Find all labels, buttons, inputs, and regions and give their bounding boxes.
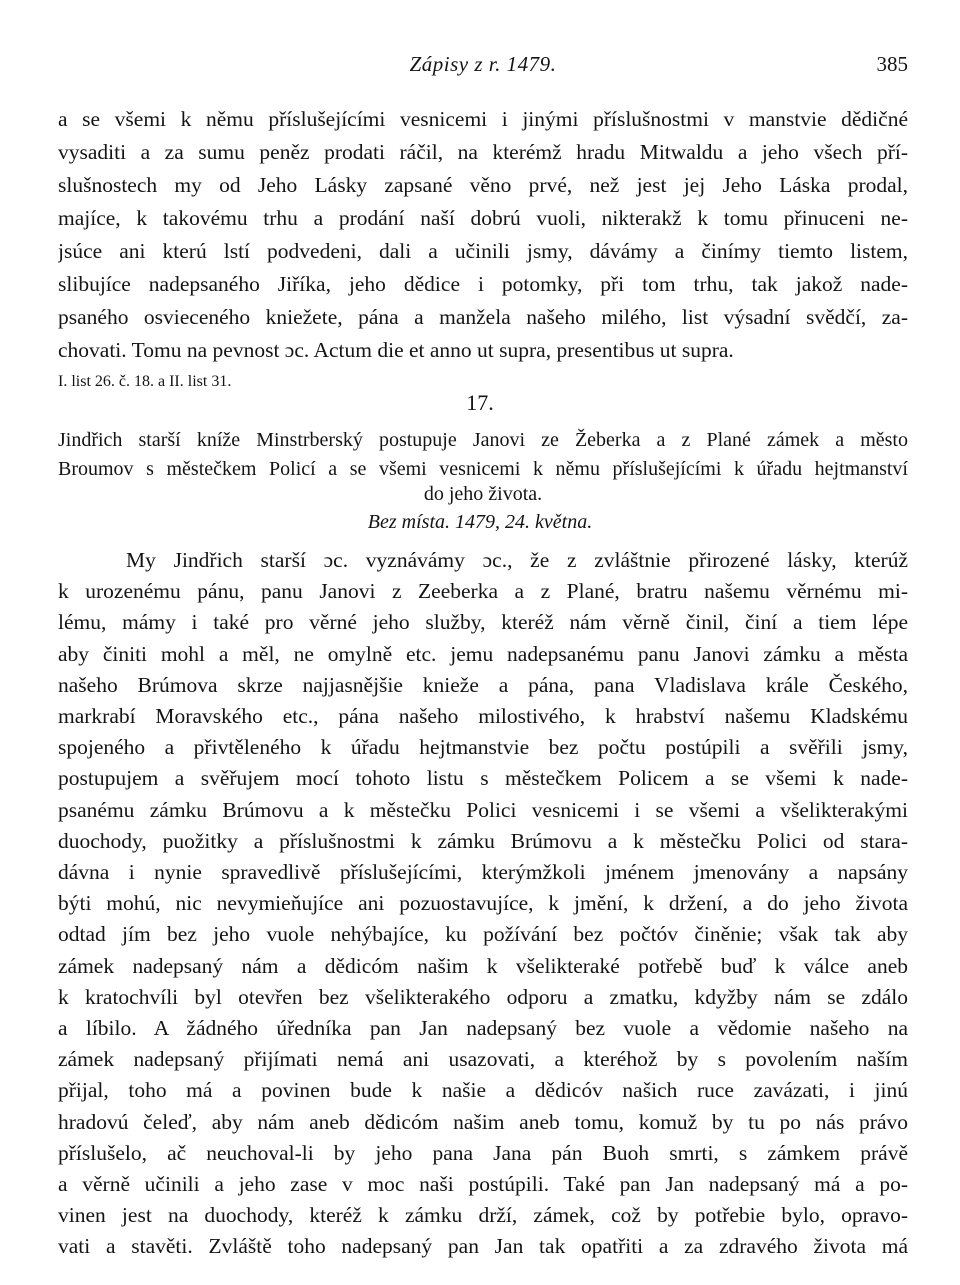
- text-line: chovati. Tomu na pevnost ɔc. Actum die et anno ut supra, presentibus ut supra.: [58, 338, 734, 362]
- body-line: k kratochvíli byl otevřen bez všelikterakého odporu a zmatku, kdyžby nám se zdálo: [58, 984, 908, 1009]
- text-line: a se všemi k němu příslušejícími vesnicemi i jinými příslušnostmi v manstvie dědičné: [58, 107, 908, 131]
- body-line: markrabí Moravského etc., pána našeho milostivého, k hrabství našemu Kladskému: [58, 704, 908, 728]
- text-line: jsúce ani kterú lstí podvedeni, dali a učinili jsmy, dávámy a činímy tiemto listem,: [58, 239, 908, 263]
- body-line: hradovú čeleď, aby nám aneb dědicóm našim aneb tomu, komuž by tu po nás právo: [58, 1109, 908, 1134]
- body-line: vati a stavěti. Zvláště toho nadepsaný pan Jan tak opatřiti a za zdravého života má: [58, 1234, 908, 1259]
- body-line: lému, mámy i také pro věrné jeho služby, kteréž nám věrně činil, činí a tiem lépe: [58, 610, 908, 635]
- body-line: My Jindřich starší ɔc. vyznávámy ɔc., že z zvláštnie přirozené lásky, kterúž: [126, 548, 908, 572]
- body-line: duochody, puožitky a příslušnostmi k zámku Brúmovu a k městečku Polici od stara-: [58, 828, 908, 853]
- page-header: [58, 52, 908, 80]
- text-line: slibujíce nadepsaného Jiříka, jeho dědice i potomky, při tom trhu, tak jakož nade-: [58, 272, 908, 296]
- body-line: zámek nadepsaný nám a dědicóm našim k všelikteraké potřebě buď k válce aneb: [58, 953, 908, 978]
- text-line: psaného osvieceného kniežete, pána a manžela našeho milého, list výsadní svědčí, za-: [58, 305, 908, 329]
- running-title: Zápisy z r. 1479.: [409, 52, 557, 76]
- body-line: psanému zámku Brúmovu a k městečku Polici vesnicemi i se všemi a všelikterakými: [58, 797, 908, 822]
- body-line: postupujem a svěřujem mocí tohoto listu s městečkem Policem a se všemi k nade-: [58, 766, 908, 791]
- page-number: 385: [876, 52, 908, 76]
- body-line: vinen jest na duochody, kteréž k zámku drží, zámek, což by potřebie bylo, opravo-: [58, 1203, 908, 1228]
- body-line: býti mohú, nic nevymieňujíce ani pozuostavujíce, k jmění, k držení, a do jeho života: [58, 891, 908, 916]
- text-line: slušnostech my od Jeho Lásky zapsané věno prvé, než jest jej Jeho Láska prodal,: [58, 173, 908, 197]
- body-line: k urozenému pánu, panu Janovi z Zeeberka a z Plané, bratru našemu věrnému mi-: [58, 579, 908, 604]
- text-line: majíce, k takovému trhu a prodání naší dobrú vuoli, nikterakž k tomu přinuceni ne-: [58, 206, 908, 230]
- body-line: spojeného a přivtěleného k úřadu hejtmanstvie bez počtu postúpili a svěřili jsmy,: [58, 735, 908, 760]
- body-line: dávna i nynie spravedlivě příslušejícími, kterýmžkoli jménem jmenovány a napsány: [58, 860, 908, 884]
- body-line: a věrně učinili a jeho zase v moc naši postúpili. Také pan Jan nadepsaný má a po-: [58, 1172, 908, 1196]
- body-line: našeho Brúmova skrze najjasnějšie knieže a pána, pana Vladislava krále Českého,: [58, 672, 908, 697]
- document-date: Bez místa. 1479, 24. května.: [367, 511, 593, 533]
- body-line: odtad jím bez jeho vuole nehýbajíce, ku požívání bez počtóv činěnie; však tak aby: [58, 922, 908, 947]
- body-line: přijal, toho má a povinen bude k našie a dědicóv našich ruce zavázati, i jinú: [58, 1078, 908, 1103]
- text-line: vysaditi a za sumu peněz prodati ráčil, na kterémž hradu Mitwaldu a jeho všech pří-: [58, 140, 908, 164]
- body-line: příslušelo, ač neuchoval-li by jeho pana Jana pán Buoh smrti, s zámkem právě: [58, 1140, 908, 1165]
- source-reference: I. list 26. č. 18. a II. list 31.: [58, 373, 232, 390]
- body-line: zámek nadepsaný přijímati nemá ani usazovati, a kteréhož by s povolením naším: [58, 1047, 908, 1072]
- document-number: 17.: [466, 390, 494, 415]
- body-line: aby činiti mohl a měl, ne omylně etc. jemu nadepsanému panu Janovi zámku a města: [58, 641, 908, 666]
- body-line: a líbilo. A žádného úředníka pan Jan nadepsaný bez vuole a vědomie našeho na: [58, 1016, 908, 1040]
- regest-line: do jeho života.: [423, 483, 543, 505]
- regest-line: Jindřich starší kníže Minstrberský postupuje Janovi ze Žeberka a z Plané zámek a město: [58, 429, 908, 451]
- regest-line: Broumov s městečkem Policí a se všemi vesnicemi k němu příslušejícími k úřadu hejtmanství: [58, 458, 908, 480]
